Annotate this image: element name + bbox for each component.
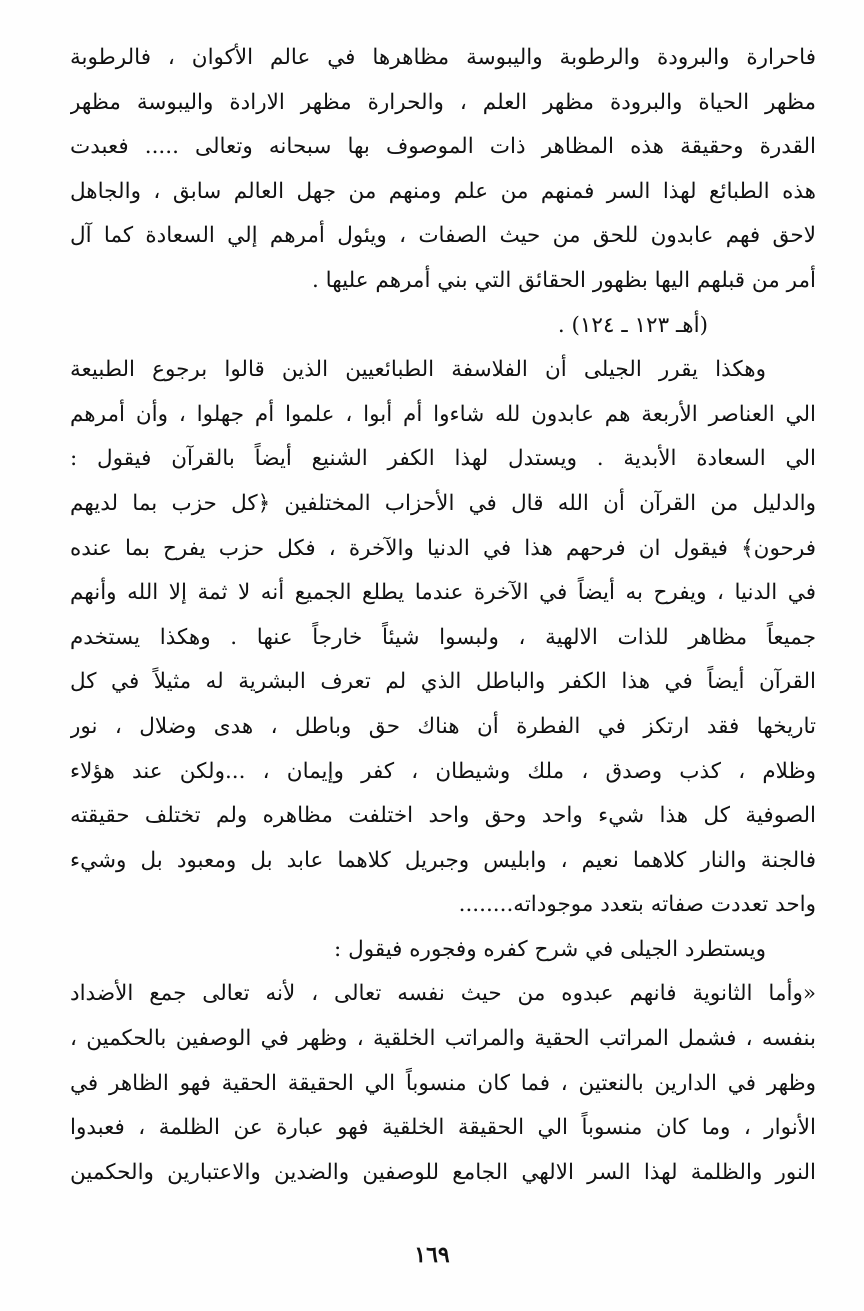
- text-line: وهكذا يقرر الجيلى أن الفلاسفة الطبائعيين الذين قالوا برجوع الطبيعة: [70, 357, 766, 383]
- text-line: تاريخها فقد ارتكز في الفطرة أن هناك حق وباطل ، هدى وضلال ، نور: [70, 713, 816, 739]
- text-line: أمر من قبلهم اليها بظهور الحقائق التي بني أمرهم عليها .: [312, 267, 816, 293]
- text-line: الي العناصر الأربعة هم عابدون لله شاءوا أم أبوا ، علموا أم جهلوا ، وأن أمرهم: [70, 401, 816, 427]
- text-line: وظهر في الدارين بالنعتين ، فما كان منسوباً الي الحقيقة الحقية فهو الظاهر في: [70, 1070, 816, 1096]
- text-line: هذه الطبائع لهذا السر فمنهم من علم ومنهم من جهل العالم سابق ، والجاهل: [70, 178, 816, 204]
- text-line: فرحون﴾ فيقول ان فرحهم هذا في الدنيا والآخرة ، فكل حزب يفرح بما عنده: [70, 535, 816, 561]
- paragraph-1: [70, 36, 816, 304]
- text-line: جميعاً مظاهر للذات الالهية ، ولبسوا شيئاً خارجاً عنها . وهكذا يستخدم: [70, 624, 816, 650]
- text-line: النور والظلمة لهذا السر الالهي الجامع للوصفين والضدين والاعتبارين والحكمين: [70, 1159, 816, 1185]
- text-line: «وأما الثانوية فانهم عبدوه من حيث نفسه تعالى ، لأنه تعالى جمع الأضداد: [70, 981, 816, 1007]
- text-line: لاحق فهم عابدون للحق من حيث الصفات ، ويئول أمرهم إلي السعادة كما آل: [70, 223, 816, 249]
- paragraph-4-quotation: [70, 972, 816, 1195]
- text-line: مظهر الحياة والبرودة مظهر العلم ، والحرارة مظهر الارادة واليبوسة مظهر: [70, 89, 816, 115]
- page-body: [70, 36, 816, 1195]
- text-line: في الدنيا ، ويفرح به أيضاً في الآخرة عندما يطلع الجميع أنه لا ثمة إلا الله وأنهم: [70, 580, 816, 606]
- text-line: الأنوار ، وما كان منسوباً الي الحقيقة الخلقية فهو عبارة عن الظلمة ، فعبدوا: [70, 1115, 816, 1141]
- paragraph-2: [70, 348, 816, 928]
- text-line: القرآن أيضاً في هذا الكفر والباطل الذي لم تعرف البشرية له مثيلاً في كل: [70, 669, 816, 695]
- text-line: الي السعادة الأبدية . ويستدل لهذا الكفر الشنيع أيضاً بالقرآن فيقول :: [70, 446, 816, 472]
- text-line: ويستطرد الجيلى في شرح كفره وفجوره فيقول :: [334, 936, 766, 962]
- citation-reference: (أهـ ١٢٣ ـ ١٢٤) .: [557, 312, 708, 338]
- text-line: فاحرارة والبرودة والرطوبة واليبوسة مظاهرها في عالم الأكوان ، فالرطوبة: [70, 45, 816, 70]
- text-line: القدرة وحقيقة هذه المظاهر ذات الموصوف بها سبحانه وتعالى ..... فعبدت: [70, 134, 816, 160]
- text-line: والدليل من القرآن أن الله قال في الأحزاب المختلفين ﴿كل حزب بما لديهم: [70, 490, 816, 516]
- text-line: الصوفية كل هذا شيء واحد وحق واحد اختلفت مظاهره ولم تختلف حقيقته: [70, 803, 816, 829]
- page-number: ١٦٩: [414, 1242, 450, 1268]
- paragraph-3: [70, 928, 816, 973]
- text-line: بنفسه ، فشمل المراتب الحقية والمراتب الخلقية ، وظهر في الوصفين بالحكمين ،: [70, 1026, 816, 1052]
- text-line: واحد تعددت صفاته بتعدد موجوداته........: [458, 892, 816, 918]
- text-line: فالجنة والنار كلاهما نعيم ، وابليس وجبريل كلاهما عابد بل ومعبود بل وشيء: [70, 847, 816, 873]
- text-line: وظلام ، كذب وصدق ، ملك وشيطان ، كفر وإيمان ، ...ولكن عند هؤلاء: [70, 758, 816, 784]
